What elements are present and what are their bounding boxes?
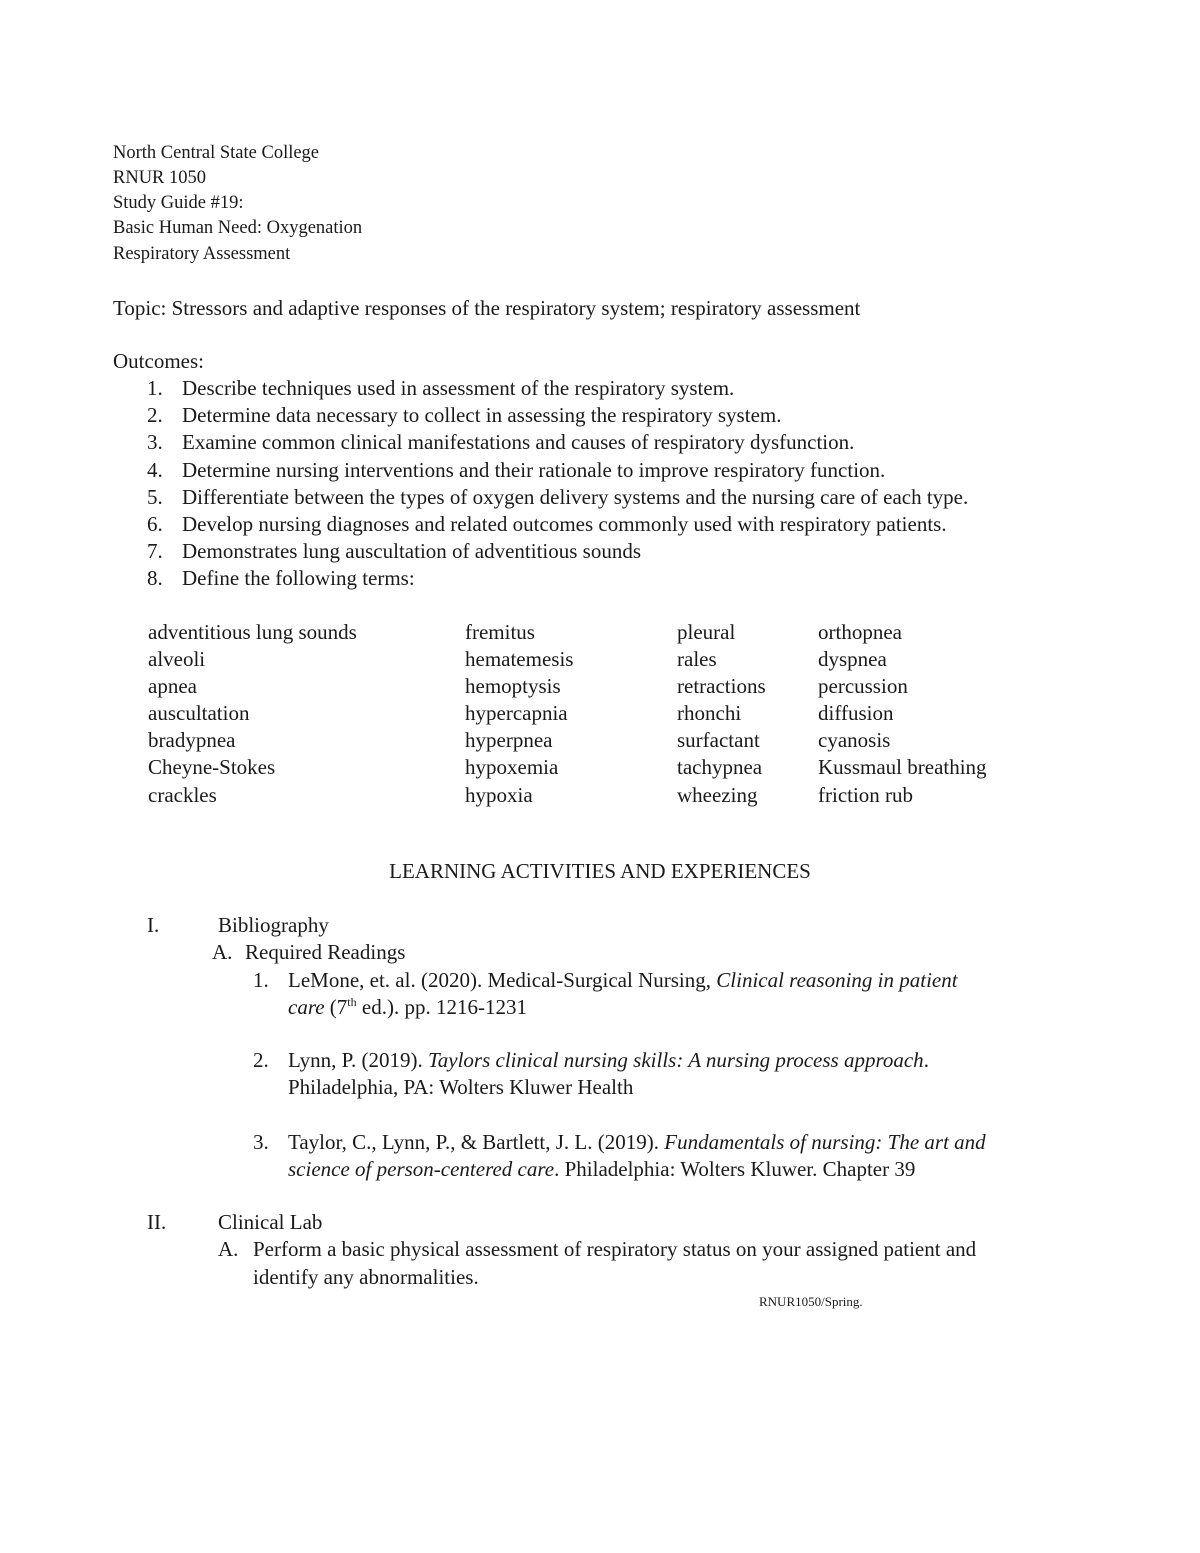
basic-need: Basic Human Need: Oxygenation [113,218,363,238]
term: fremitus [465,620,535,644]
outcome-text: Examine common clinical manifestations and causes of respiratory dysfunction. [182,430,855,454]
outcome-number: 2. [147,403,163,427]
term: wheezing [677,783,758,807]
term: auscultation [148,701,250,725]
term: bradypnea [148,728,236,752]
outcomes-heading: Outcomes: [113,349,204,373]
term: apnea [148,674,197,698]
outcome-number: 4. [147,458,163,482]
term: alveoli [148,647,206,671]
term: hematemesis [465,647,574,671]
topic-line: Topic: Stressors and adaptive responses of the respiratory system; respiratory assessment [113,296,861,320]
reference-line: Philadelphia, PA: Wolters Kluwer Health [288,1075,634,1099]
reference-number: 2. [253,1048,269,1072]
term: orthopnea [818,620,902,644]
outcome-text: Differentiate between the types of oxygen delivery systems and the nursing care of each type. [182,485,969,509]
outcome-number: 7. [147,539,163,563]
outcome-text: Develop nursing diagnoses and related outcomes commonly used with respiratory patients. [182,512,947,536]
term: hypoxia [465,783,533,807]
subsection-text: Perform a basic physical assessment of respiratory status on your assigned patient and [253,1237,977,1261]
term: dyspnea [818,647,887,671]
assessment-title: Respiratory Assessment [113,244,291,264]
outcome-text: Demonstrates lung auscultation of adventitious sounds [182,539,642,563]
section-title: Clinical Lab [218,1210,323,1234]
term: Kussmaul breathing [818,755,987,779]
term: percussion [818,674,908,698]
reference-line: science of person-centered care. Philadelphia: Wolters Kluwer. Chapter 39 [288,1157,916,1181]
term: friction rub [818,783,914,807]
subsection-letter: A. [212,940,233,964]
subsection-letter: A. [218,1237,239,1261]
term: hypoxemia [465,755,559,779]
outcome-number: 6. [147,512,163,536]
term: crackles [148,783,217,807]
outcome-number: 3. [147,430,163,454]
outcome-number: 8. [147,566,163,590]
section-numeral: II. [147,1210,167,1234]
college-name: North Central State College [113,143,320,163]
reference-line: care (7th ed.). pp. 1216-1231 [288,995,527,1019]
term: retractions [677,674,766,698]
term: hemoptysis [465,674,561,698]
term: adventitious lung sounds [148,620,357,644]
course-code: RNUR 1050 [113,168,207,188]
page-footer: RNUR1050/Spring. [759,1294,863,1309]
section-numeral: I. [147,913,160,937]
term: tachypnea [677,755,763,779]
outcome-number: 1. [147,376,163,400]
guide-number: Study Guide #19: [113,193,244,213]
term: rhonchi [677,701,742,725]
term: diffusion [818,701,894,725]
subsection-title: Required Readings [245,940,406,964]
reference-line: Lynn, P. (2019). Taylors clinical nursing skills: A nursing process approach. [288,1048,929,1072]
outcome-text: Define the following terms: [182,566,415,590]
outcome-text: Determine data necessary to collect in assessing the respiratory system. [182,403,782,427]
reference-line: Taylor, C., Lynn, P., & Bartlett, J. L. (2019). Fundamentals of nursing: The art and [288,1130,986,1154]
term: surfactant [677,728,760,752]
outcome-text: Describe techniques used in assessment of the respiratory system. [182,376,735,400]
section-title: Bibliography [218,913,329,937]
outcome-text: Determine nursing interventions and their rationale to improve respiratory function. [182,458,886,482]
subsection-text: identify any abnormalities. [253,1265,479,1289]
term: hypercapnia [465,701,568,725]
outcome-number: 5. [147,485,163,509]
term: pleural [677,620,736,644]
term: cyanosis [818,728,891,752]
reference-number: 1. [253,968,269,992]
term: rales [677,647,717,671]
term: hyperpnea [465,728,553,752]
reference-number: 3. [253,1130,269,1154]
term: Cheyne-Stokes [148,755,276,779]
activities-heading: LEARNING ACTIVITIES AND EXPERIENCES [389,859,811,883]
reference-line: LeMone, et. al. (2020). Medical-Surgical Nursing, Clinical reasoning in patient [288,968,958,992]
